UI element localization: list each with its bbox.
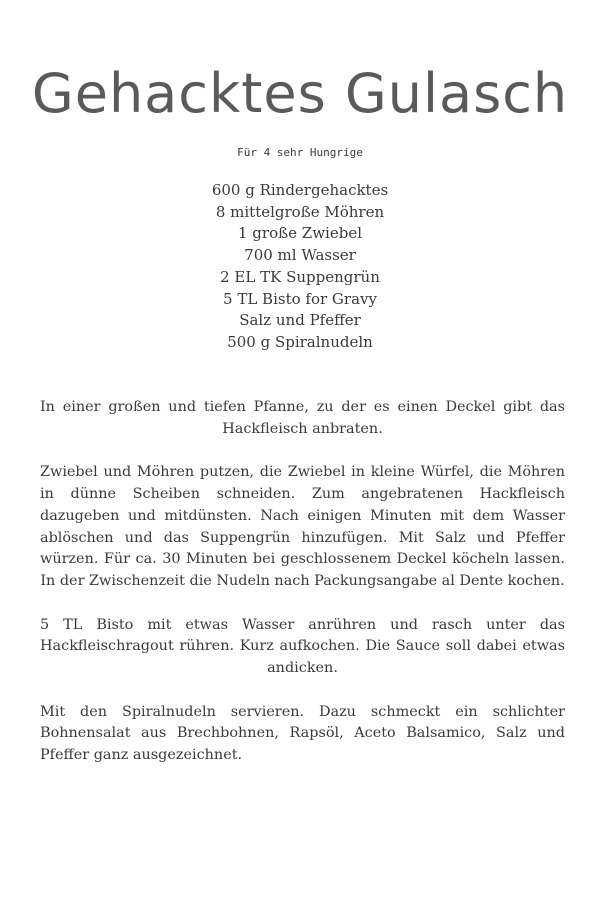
recipe-title: Gehacktes Gulasch [31, 62, 569, 126]
ingredient-item: 1 große Zwiebel [238, 224, 362, 243]
ingredient-item: 500 g Spiralnudeln [227, 332, 373, 351]
ingredient-item: Salz und Pfeffer [239, 311, 361, 330]
instruction-step: Zwiebel und Möhren putzen, die Zwiebel in kleine Würfel, die Möhren in dünne Scheiben schneiden. Zum angebratenen Hackfleisch dazugeben und mitdünsten. Nach einigen Minuten mit dem Wasser ablöschen und das Suppengrün hinzufügen. Mit Salz und Pfeffer würzen. Für ca. 30 Minuten bei geschlossenem Deckel köcheln lassen. In der Zwischenzeit die Nudeln nach Packungsangabe al Dente kochen. [40, 464, 565, 589]
ingredient-list [0, 180, 600, 354]
instruction-step: Mit den Spiralnudeln servieren. Dazu schmeckt ein schlichter Bohnensalat aus Brechbohnen, Rapsöl, Aceto Balsamico, Salz und Pfeffer ganz ausgezeichnet. [40, 703, 565, 764]
ingredient-item: 600 g Rindergehacktes [211, 181, 389, 199]
servings-note: Für 4 sehr Hungrige [237, 146, 363, 159]
ingredient-item: 8 mittelgroße Möhren [215, 202, 385, 221]
ingredient-item: 5 TL Bisto for Gravy [223, 289, 377, 308]
ingredient-item: 700 ml Wasser [244, 246, 356, 265]
instructions [40, 397, 565, 789]
instruction-step: In einer großen und tiefen Pfanne, zu der es einen Deckel gibt das Hackfleisch anbraten. [40, 399, 565, 437]
ingredient-item: 2 EL TK Suppengrün [220, 267, 380, 286]
instruction-step: 5 TL Bisto mit etwas Wasser anrühren und rasch unter das Hackfleischragout rühren. Kurz aufkochen. Die Sauce soll dabei etwas andicken. [40, 616, 565, 677]
